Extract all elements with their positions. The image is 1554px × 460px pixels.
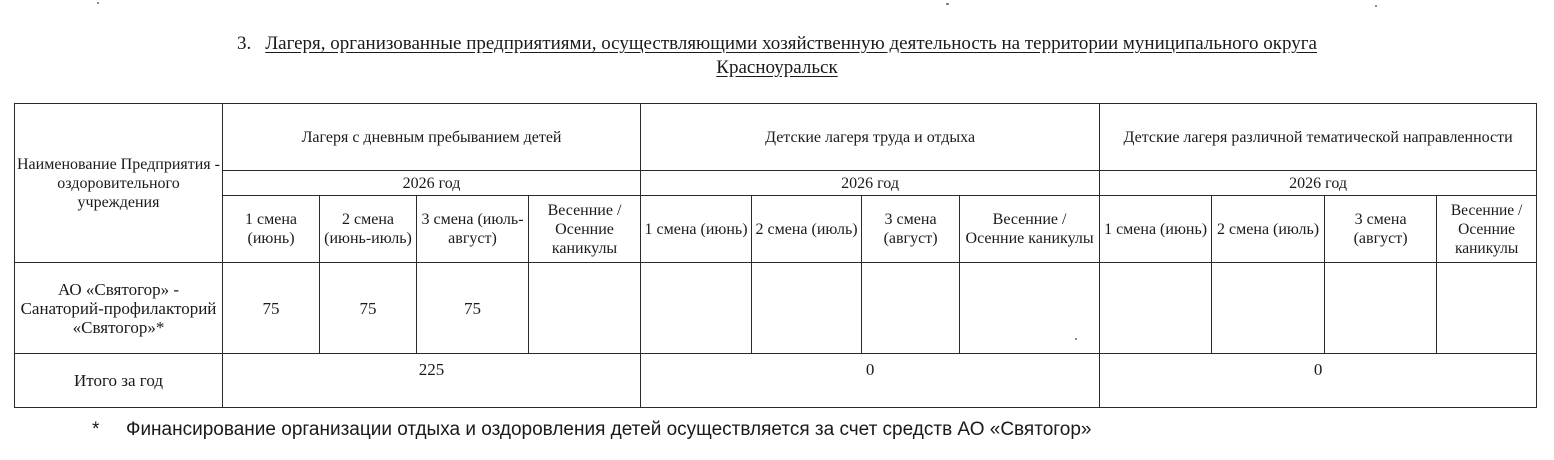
shift-header: 2 смена (июль) — [752, 196, 862, 263]
shift-header: Весенние / Осенние каникулы — [1437, 196, 1537, 263]
footnote-marker: * — [92, 419, 100, 440]
shift-header: Весенние / Осенние каникулы — [529, 196, 641, 263]
group-year-thematic-camps: 2026 год — [1100, 171, 1537, 196]
table-cell — [1325, 263, 1437, 354]
shift-header: 2 смена (июнь-июль) — [320, 196, 417, 263]
table-cell: 75 — [223, 263, 320, 354]
footnote-text: Финансирование организации отдыха и оздоровления детей осуществляется за счет средств АО «Святогор» — [126, 419, 1092, 440]
shift-header: 1 смена (июнь) — [223, 196, 320, 263]
shift-header: 3 смена (август) — [1325, 196, 1437, 263]
table-cell — [1212, 263, 1325, 354]
table-cell: 75 — [320, 263, 417, 354]
enterprise-name: АО «Святогор» - Санаторий-профилакторий «Святогор»* — [15, 263, 223, 354]
group-title-thematic-camps: Детские лагеря различной тематической направленности — [1100, 104, 1537, 171]
table-cell — [529, 263, 641, 354]
group-title-labor-camps: Детские лагеря труда и отдыха — [641, 104, 1100, 171]
shift-header: 2 смена (июль) — [1212, 196, 1325, 263]
shift-header: Весенние / Осенние каникулы — [960, 196, 1100, 263]
group-year-labor-camps: 2026 год — [641, 171, 1100, 196]
shift-header: 1 смена (июнь) — [641, 196, 752, 263]
table-row — [15, 263, 1537, 354]
section-heading — [0, 32, 1554, 80]
total-labor-camps: 0 — [641, 354, 1100, 408]
section-title-line1: Лагеря, организованные предприятиями, осуществляющими хозяйственную деятельность на территории муниципального округа — [265, 33, 1317, 54]
shift-header: 3 смена (август) — [862, 196, 960, 263]
total-thematic-camps: 0 — [1100, 354, 1537, 408]
shift-header: 3 смена (июль-август) — [417, 196, 529, 263]
camps-table — [14, 103, 1537, 408]
table-cell — [1437, 263, 1537, 354]
total-row — [15, 354, 1537, 408]
table-cell: 75 — [417, 263, 529, 354]
group-year-day-camps: 2026 год — [223, 171, 641, 196]
table-cell — [752, 263, 862, 354]
section-number: 3. — [237, 33, 252, 54]
footnote — [92, 418, 1091, 442]
total-day-camps: 225 — [223, 354, 641, 408]
shift-header: 1 смена (июнь) — [1100, 196, 1212, 263]
name-column-header: Наименование Предприятия - оздоровительного учреждения — [15, 104, 223, 263]
table-cell — [862, 263, 960, 354]
table-cell — [1100, 263, 1212, 354]
table-cell — [960, 263, 1100, 354]
group-title-day-camps: Лагеря с дневным пребыванием детей — [223, 104, 641, 171]
total-label: Итого за год — [15, 354, 223, 408]
table-cell — [641, 263, 752, 354]
section-title-line2: Красноуральск — [716, 57, 838, 78]
